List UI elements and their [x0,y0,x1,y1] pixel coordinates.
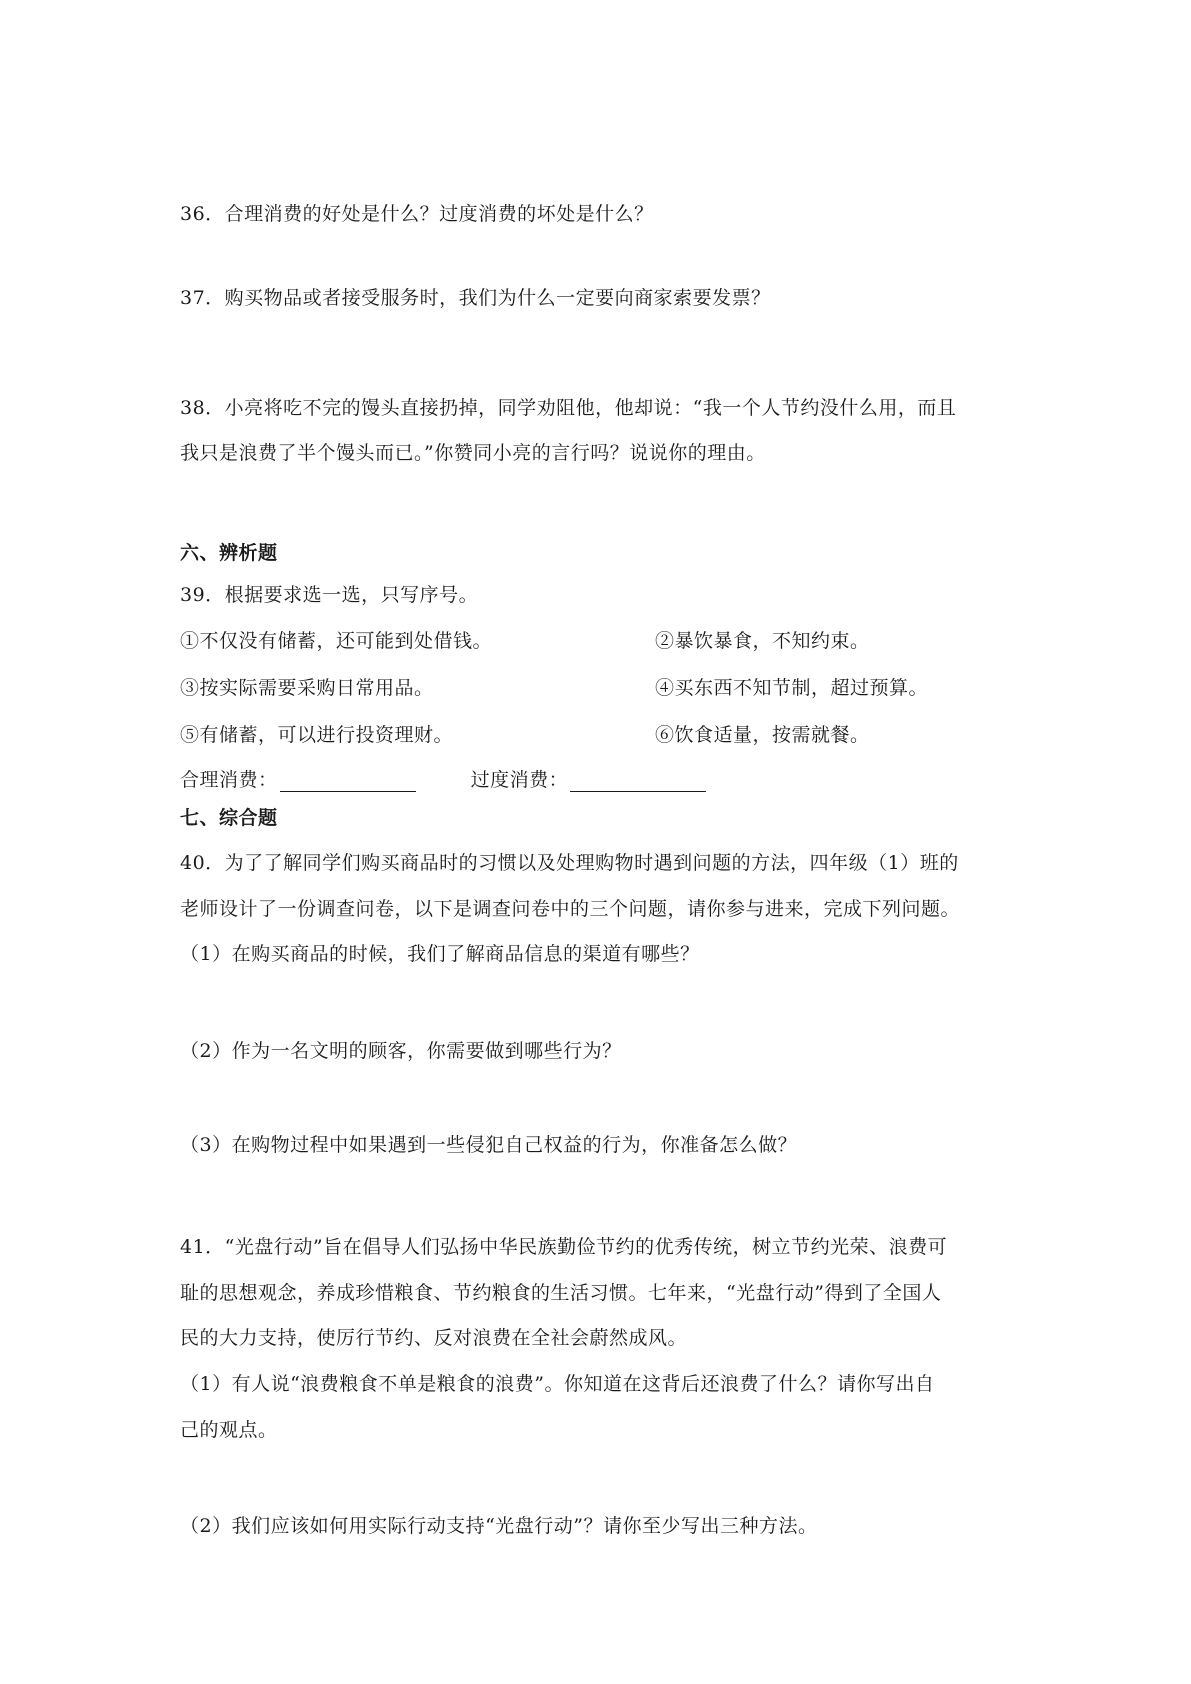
question-41-line-2: 耻的思想观念，养成珍惜粮食、节约粮食的生活习惯。七年来，“光盘行动”得到了全国人 [180,1282,942,1304]
question-38-line-1: 38．小亮将吃不完的馒头直接扔掉，同学劝阻他，他却说：“我一个人节约没什么用，而且 [180,397,957,419]
question-41-sub-2: （2）我们应该如何用实际行动支持“光盘行动”？请你至少写出三种方法。 [180,1515,818,1537]
question-39-answer-row [180,768,706,792]
question-40-sub-1: （1）在购买商品的时候，我们了解商品信息的渠道有哪些？ [180,943,700,965]
question-38-line-2: 我只是浪费了半个馒头而已。”你赞同小亮的言行吗？说说你的理由。 [180,442,766,464]
option-2: ②暴饮暴食，不知约束。 [655,630,870,652]
question-36: 36．合理消费的好处是什么？过度消费的坏处是什么？ [180,203,654,225]
question-41-line-1: 41．“光盘行动”旨在倡导人们弘扬中华民族勤俭节约的优秀传统，树立节约光荣、浪费可 [180,1236,948,1258]
question-37: 37．购买物品或者接受服务时，我们为什么一定要向商家索要发票？ [180,287,771,309]
option-6: ⑥饮食适量，按需就餐。 [655,724,870,746]
question-41-sub-1-line-2: 己的观点。 [180,1419,278,1441]
question-40-line-1: 40．为了了解同学们购买商品时的习惯以及处理购物时遇到问题的方法，四年级（1）班的 [180,852,959,874]
section-7-heading: 七、综合题 [180,807,278,829]
question-41-sub-1-line-1: （1）有人说“浪费粮食不单是粮食的浪费”。你知道在这背后还浪费了什么？请你写出自 [180,1373,935,1395]
question-40-sub-2: （2）作为一名文明的顾客，你需要做到哪些行为？ [180,1040,622,1062]
question-40-sub-3: （3）在购物过程中如果遇到一些侵犯自己权益的行为，你准备怎么做？ [180,1134,798,1156]
excessive-consumption-label: 过度消费： [470,769,569,791]
question-41-line-3: 民的大力支持，使厉行节约、反对浪费在全社会蔚然成风。 [180,1327,688,1349]
reasonable-consumption-blank[interactable] [280,771,416,792]
question-40-line-2: 老师设计了一份调查问卷，以下是调查问卷中的三个问题，请你参与进来，完成下列问题。 [180,898,961,920]
reasonable-consumption-label: 合理消费： [180,769,278,791]
section-6-heading: 六、辨析题 [180,542,278,564]
option-4: ④买东西不知节制，超过预算。 [655,677,929,699]
option-5: ⑤有储蓄，可以进行投资理财。 [180,724,454,746]
option-3: ③按实际需要采购日常用品。 [180,677,434,699]
question-39-stem: 39．根据要求选一选，只写序号。 [180,584,479,606]
option-1: ①不仅没有储蓄，还可能到处借钱。 [180,630,493,652]
excessive-consumption-blank[interactable] [570,771,706,792]
